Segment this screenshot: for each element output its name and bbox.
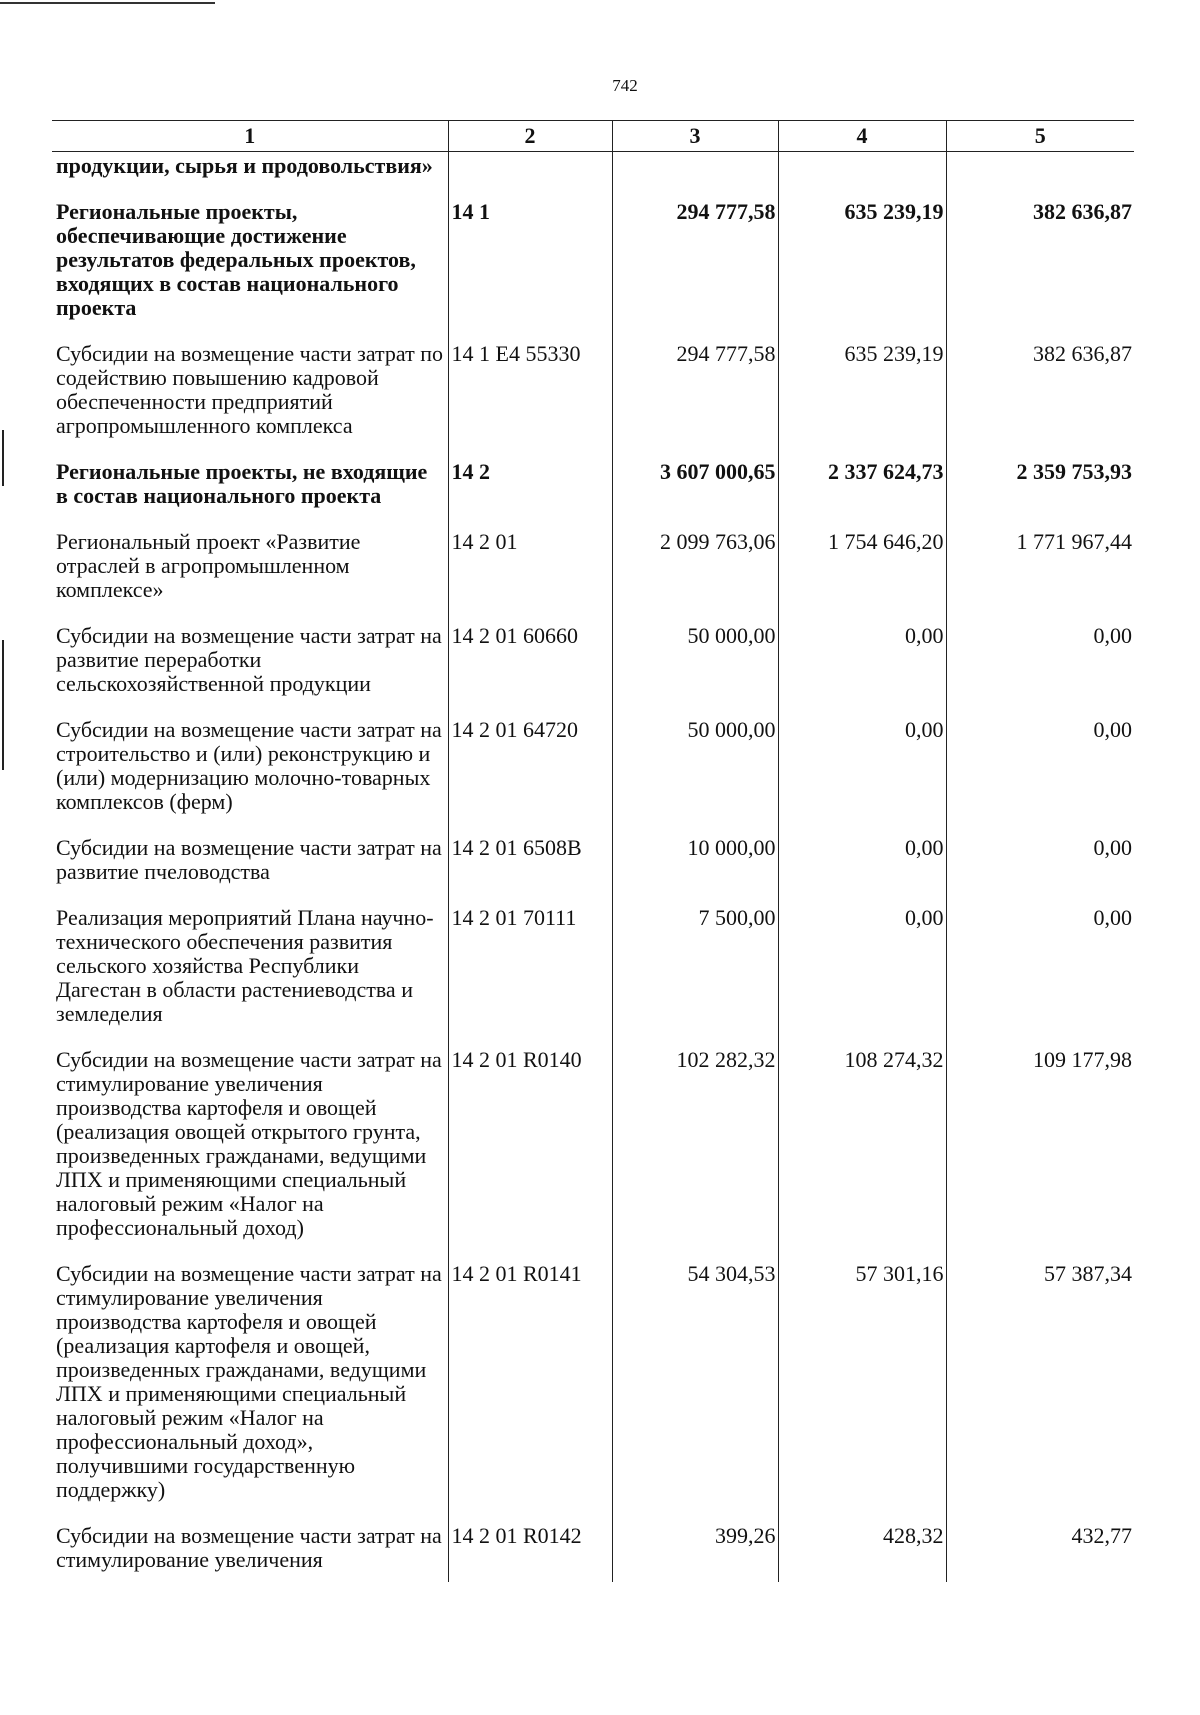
row-code-cell: 14 1 E4 55330 xyxy=(448,340,612,458)
row-value-col3: 3 607 000,65 xyxy=(612,458,778,528)
budget-table xyxy=(52,120,1134,1582)
row-name-cell: Субсидии на возмещение части затрат по содействию повышению кадровой обеспеченности предприятий агропромышленного комплекса xyxy=(52,340,448,458)
row-code-cell: 14 2 01 6508B xyxy=(448,834,612,904)
table-row xyxy=(52,198,1134,340)
row-value-col3: 294 777,58 xyxy=(612,340,778,458)
row-value-col4: 2 337 624,73 xyxy=(778,458,946,528)
row-value-col4: 57 301,16 xyxy=(778,1260,946,1522)
row-value-col5 xyxy=(946,152,1134,199)
row-value-col4: 0,00 xyxy=(778,622,946,716)
table-row xyxy=(52,1522,1134,1582)
row-value-col4: 1 754 646,20 xyxy=(778,528,946,622)
row-value-col3: 50 000,00 xyxy=(612,716,778,834)
top-rule xyxy=(0,2,215,4)
table-row xyxy=(52,340,1134,458)
row-code-cell: 14 2 01 R0140 xyxy=(448,1046,612,1260)
row-value-col5: 2 359 753,93 xyxy=(946,458,1134,528)
row-name-cell: Региональные проекты, не входящие в состав национального проекта xyxy=(52,458,448,528)
row-value-col4: 108 274,32 xyxy=(778,1046,946,1260)
row-value-col3: 294 777,58 xyxy=(612,198,778,340)
row-name-cell: Субсидии на возмещение части затрат на строительство и (или) реконструкцию и (или) модернизацию молочно-товарных комплексов (ферм) xyxy=(52,716,448,834)
row-value-col5: 1 771 967,44 xyxy=(946,528,1134,622)
row-value-col5: 0,00 xyxy=(946,834,1134,904)
row-value-col5: 0,00 xyxy=(946,622,1134,716)
row-value-col5: 109 177,98 xyxy=(946,1046,1134,1260)
row-value-col3: 7 500,00 xyxy=(612,904,778,1046)
row-value-col3: 50 000,00 xyxy=(612,622,778,716)
row-code-cell: 14 1 xyxy=(448,198,612,340)
row-value-col3: 2 099 763,06 xyxy=(612,528,778,622)
table-row xyxy=(52,716,1134,834)
row-value-col5: 0,00 xyxy=(946,716,1134,834)
table-row xyxy=(52,1260,1134,1522)
row-name-cell: продукции, сырья и продовольствия» xyxy=(52,152,448,199)
row-value-col3: 10 000,00 xyxy=(612,834,778,904)
row-name-cell: Региональный проект «Развитие отраслей в агропромышленном комплексе» xyxy=(52,528,448,622)
row-name-cell: Субсидии на возмещение части затрат на стимулирование увеличения производства картофеля и овощей (реализация картофеля и овощей, произведенных гражданами, ведущими ЛПХ и применяющими специальный налоговый режим «Налог на профессиональный доход», получившими государственную поддержку) xyxy=(52,1260,448,1522)
column-header: 2 xyxy=(448,121,612,152)
row-value-col4: 635 239,19 xyxy=(778,340,946,458)
table-body xyxy=(52,152,1134,1583)
row-value-col4: 0,00 xyxy=(778,904,946,1046)
row-name-cell: Субсидии на возмещение части затрат на стимулирование увеличения xyxy=(52,1522,448,1582)
row-name-cell: Субсидии на возмещение части затрат на развитие переработки сельскохозяйственной продукции xyxy=(52,622,448,716)
row-value-col5: 382 636,87 xyxy=(946,198,1134,340)
table-row xyxy=(52,458,1134,528)
row-value-col4 xyxy=(778,152,946,199)
column-header: 4 xyxy=(778,121,946,152)
column-header: 1 xyxy=(52,121,448,152)
row-code-cell: 14 2 01 64720 xyxy=(448,716,612,834)
table-row xyxy=(52,1046,1134,1260)
row-name-cell: Региональные проекты, обеспечивающие достижение результатов федеральных проектов, входящих в состав национального проекта xyxy=(52,198,448,340)
row-value-col4: 0,00 xyxy=(778,716,946,834)
row-value-col5: 382 636,87 xyxy=(946,340,1134,458)
table-row xyxy=(52,528,1134,622)
row-value-col5: 0,00 xyxy=(946,904,1134,1046)
page-number: 742 xyxy=(612,76,638,95)
margin-mark xyxy=(2,640,4,770)
row-value-col3: 102 282,32 xyxy=(612,1046,778,1260)
row-code-cell: 14 2 01 60660 xyxy=(448,622,612,716)
margin-mark xyxy=(2,430,4,486)
row-value-col4: 0,00 xyxy=(778,834,946,904)
row-value-col5: 432,77 xyxy=(946,1522,1134,1582)
table-header-row xyxy=(52,121,1134,152)
row-code-cell: 14 2 01 70111 xyxy=(448,904,612,1046)
table-row xyxy=(52,834,1134,904)
table-row xyxy=(52,622,1134,716)
row-name-cell: Субсидии на возмещение части затрат на развитие пчеловодства xyxy=(52,834,448,904)
row-code-cell: 14 2 01 R0142 xyxy=(448,1522,612,1582)
row-value-col3 xyxy=(612,152,778,199)
table-row xyxy=(52,904,1134,1046)
column-header: 5 xyxy=(946,121,1134,152)
row-value-col4: 635 239,19 xyxy=(778,198,946,340)
row-value-col5: 57 387,34 xyxy=(946,1260,1134,1522)
row-value-col3: 54 304,53 xyxy=(612,1260,778,1522)
row-code-cell: 14 2 xyxy=(448,458,612,528)
column-header: 3 xyxy=(612,121,778,152)
row-code-cell xyxy=(448,152,612,199)
row-code-cell: 14 2 01 R0141 xyxy=(448,1260,612,1522)
row-name-cell: Субсидии на возмещение части затрат на стимулирование увеличения производства картофеля и овощей (реализация овощей открытого грунта, произведенных гражданами, ведущими ЛПХ и применяющими специальный налоговый режим «Налог на профессиональный доход) xyxy=(52,1046,448,1260)
row-value-col3: 399,26 xyxy=(612,1522,778,1582)
table-row xyxy=(52,152,1134,199)
row-value-col4: 428,32 xyxy=(778,1522,946,1582)
row-code-cell: 14 2 01 xyxy=(448,528,612,622)
row-name-cell: Реализация мероприятий Плана научно-технического обеспечения развития сельского хозяйства Республики Дагестан в области растениеводства и земледелия xyxy=(52,904,448,1046)
